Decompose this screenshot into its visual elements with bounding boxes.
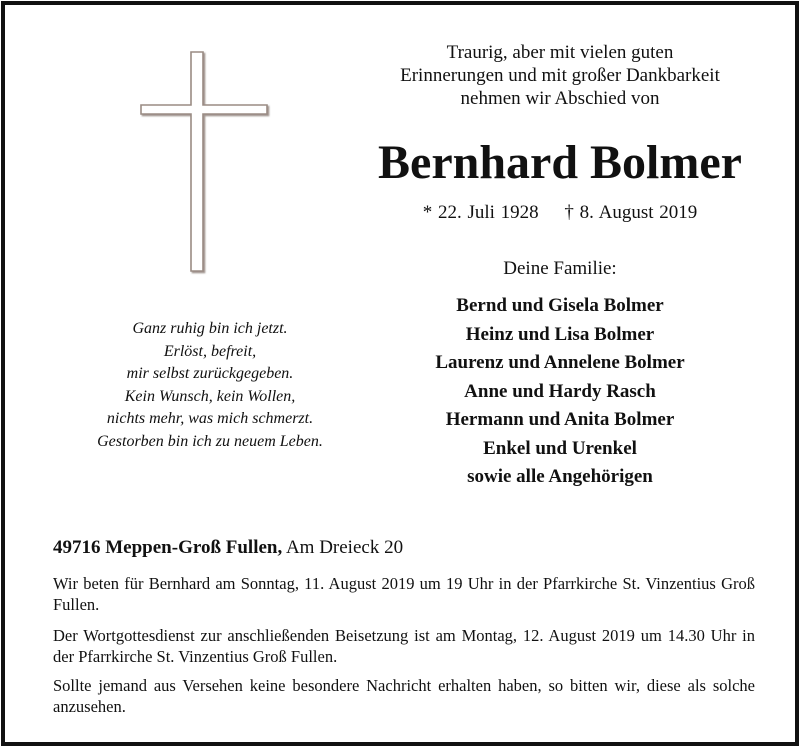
address — [53, 536, 763, 560]
intro-line: nehmen wir Abschied von — [460, 88, 660, 109]
family-member: sowie alle Angehörigen — [467, 466, 653, 487]
family-heading: Deine Familie: — [503, 258, 617, 279]
prayer-paragraph: Wir beten für Bernhard am Sonntag, 11. August 2019 um 19 Uhr in der Pfarrkirche St. Vinzentius Groß Fullen. — [53, 574, 755, 614]
poem-line: Kein Wunsch, kein Wollen, — [124, 387, 296, 405]
family-member: Bernd und Gisela Bolmer — [456, 295, 664, 316]
deceased-name: Bernhard Bolmer — [378, 136, 742, 189]
address-place: 49716 Meppen-Groß Fullen, — [53, 537, 283, 558]
life-dates — [335, 201, 785, 225]
intro-text — [335, 41, 785, 110]
family-member: Anne und Hardy Rasch — [464, 380, 656, 402]
family-member: Laurenz und Annelene Bolmer — [435, 352, 685, 373]
cross-icon — [135, 50, 275, 275]
poem-line: nichts mehr, was mich schmerzt. — [106, 410, 314, 427]
poem — [45, 318, 375, 453]
family-list — [335, 292, 785, 492]
address-street: Am Dreieck 20 — [285, 537, 404, 558]
service-paragraph: Der Wortgottesdienst zur anschließenden Beisetzung ist am Montag, 12. August 2019 um 14.30 Uhr in der Pfarrkirche St. Vinzentius Groß Fullen. — [53, 626, 755, 666]
family-member: Hermann und Anita Bolmer — [445, 409, 675, 430]
family-member: Enkel und Urenkel — [483, 437, 637, 459]
poem-line: mir selbst zurückgegeben. — [126, 365, 294, 382]
poem-line: Erlöst, befreit, — [163, 342, 257, 360]
intro-line: Traurig, aber mit vielen guten — [446, 42, 674, 63]
poem-line: Gestorben bin ich zu neuem Leben. — [97, 432, 323, 450]
birth-date: * 22. Juli 1928 — [422, 202, 539, 223]
notice-paragraph: Sollte jemand aus Versehen keine besondere Nachricht erhalten haben, so bitten wir, diese als solche anzusehen. — [53, 676, 755, 716]
death-date: † 8. August 2019 — [564, 202, 698, 223]
poem-line: Ganz ruhig bin ich jetzt. — [132, 320, 288, 337]
family-member: Heinz und Lisa Bolmer — [465, 323, 655, 345]
obituary-frame — [1, 1, 799, 746]
intro-line: Erinnerungen und mit großer Dankbarkeit — [400, 65, 720, 86]
